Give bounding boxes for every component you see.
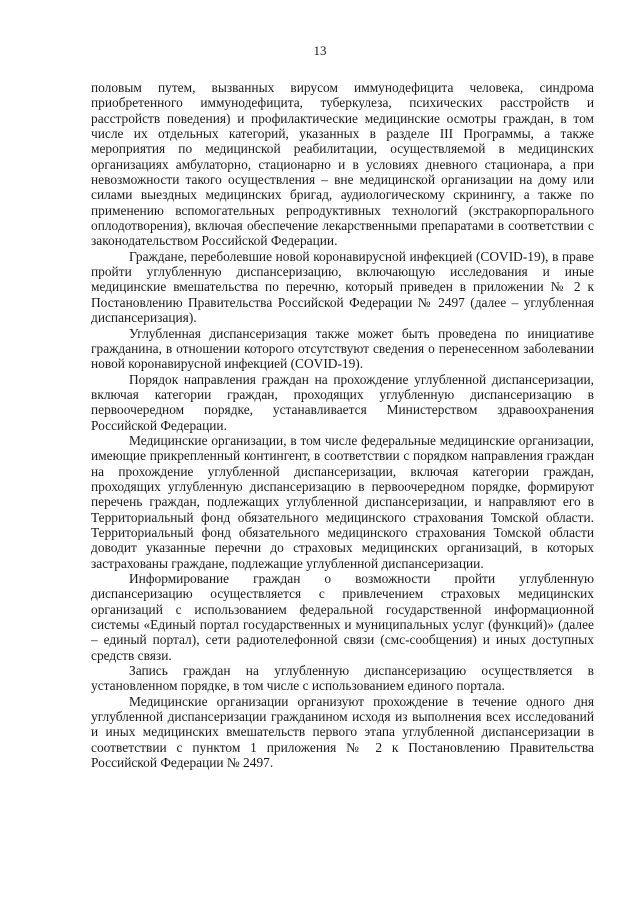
paragraph-appointment: Запись граждан на углубленную диспансеризацию осуществляется в установленном порядке, в том числе с использованием единого портала.: [91, 663, 594, 694]
page-number: 13: [313, 43, 327, 58]
paragraph-medical-organizations: Медицинские организации, в том числе федеральные медицинские организации, имеющие прикрепленный контингент, в соответствии с порядком направления граждан на прохождение углубленной диспансеризации, включая категории граждан, проходящих углубленную диспансеризацию в первоочередном порядке, формируют перечень граждан, подлежащих углубленной диспансеризации, и направляют его в Территориальный фонд обязательного медицинского страхования Томской области. Территориальный фонд обязательного медицинского страхования Томской области доводит указанные перечни до страховых медицинских организаций, в которых застрахованы граждане, подлежащие углубленной диспансеризации.: [91, 432, 594, 571]
paragraph-continuation: половым путем, вызванных вирусом иммунодефицита человека, синдрома приобретенного иммунодефицита, туберкулеза, психических расстройств и расстройств поведения) и профилактические медицинские осмотры граждан, в том числе их отдельных категорий, указанных в разделе III Программы, а также мероприятия по медицинской реабилитации, осуществляемой в медицинских организациях амбулаторно, стационарно и в условиях дневного стационара, а при невозможности такого осуществления – вне медицинской организации на дому или силами выездных медицинских бригад, аудиологическому скринингу, а также по применению вспомогательных репродуктивных технологий (экстракорпорального оплодотворения), включая обеспечение лекарственными препаратами в соответствии с законодательством Российской Федерации.: [91, 80, 594, 249]
document-body: [91, 80, 594, 770]
paragraph-covid-patients: Граждане, переболевшие новой коронавирусной инфекцией (COVID-19), в праве пройти углубленную диспансеризацию, включающую исследования и иные медицинские вмешательства по перечню, который приведен в приложении № 2 к Постановлению Правительства Российской Федерации № 2497 (далее – углубленная диспансеризация).: [91, 248, 594, 326]
paragraph-one-day: Медицинские организации организуют прохождение в течение одного дня углубленной диспансеризации гражданином исходя из выполнения всех исследований и иных медицинских вмешательств первого этапа углубленной диспансеризации в соответствии с пунктом 1 приложения № 2 к Постановлению Правительства Российской Федерации № 2497.: [91, 693, 594, 771]
paragraph-informing: Информирование граждан о возможности пройти углубленную диспансеризацию осуществляется с привлечением страховых медицинских организаций с использованием федеральной государственной информационной системы «Единый портал государственных и муниципальных услуг (функций)» (далее – единый портал), сети радиотелефонной связи (смс-сообщения) и иных доступных средств связи.: [91, 571, 594, 663]
paragraph-initiative: Углубленная диспансеризация также может быть проведена по инициативе гражданина, в отношении которого отсутствуют сведения о перенесенном заболевании новой коронавирусной инфекцией (COVID-19).: [91, 325, 594, 372]
paragraph-referral-order: Порядок направления граждан на прохождение углубленной диспансеризации, включая категории граждан, проходящих углубленную диспансеризацию в первоочередном порядке, устанавливается Министерством здравоохранения Российской Федерации.: [91, 371, 594, 433]
